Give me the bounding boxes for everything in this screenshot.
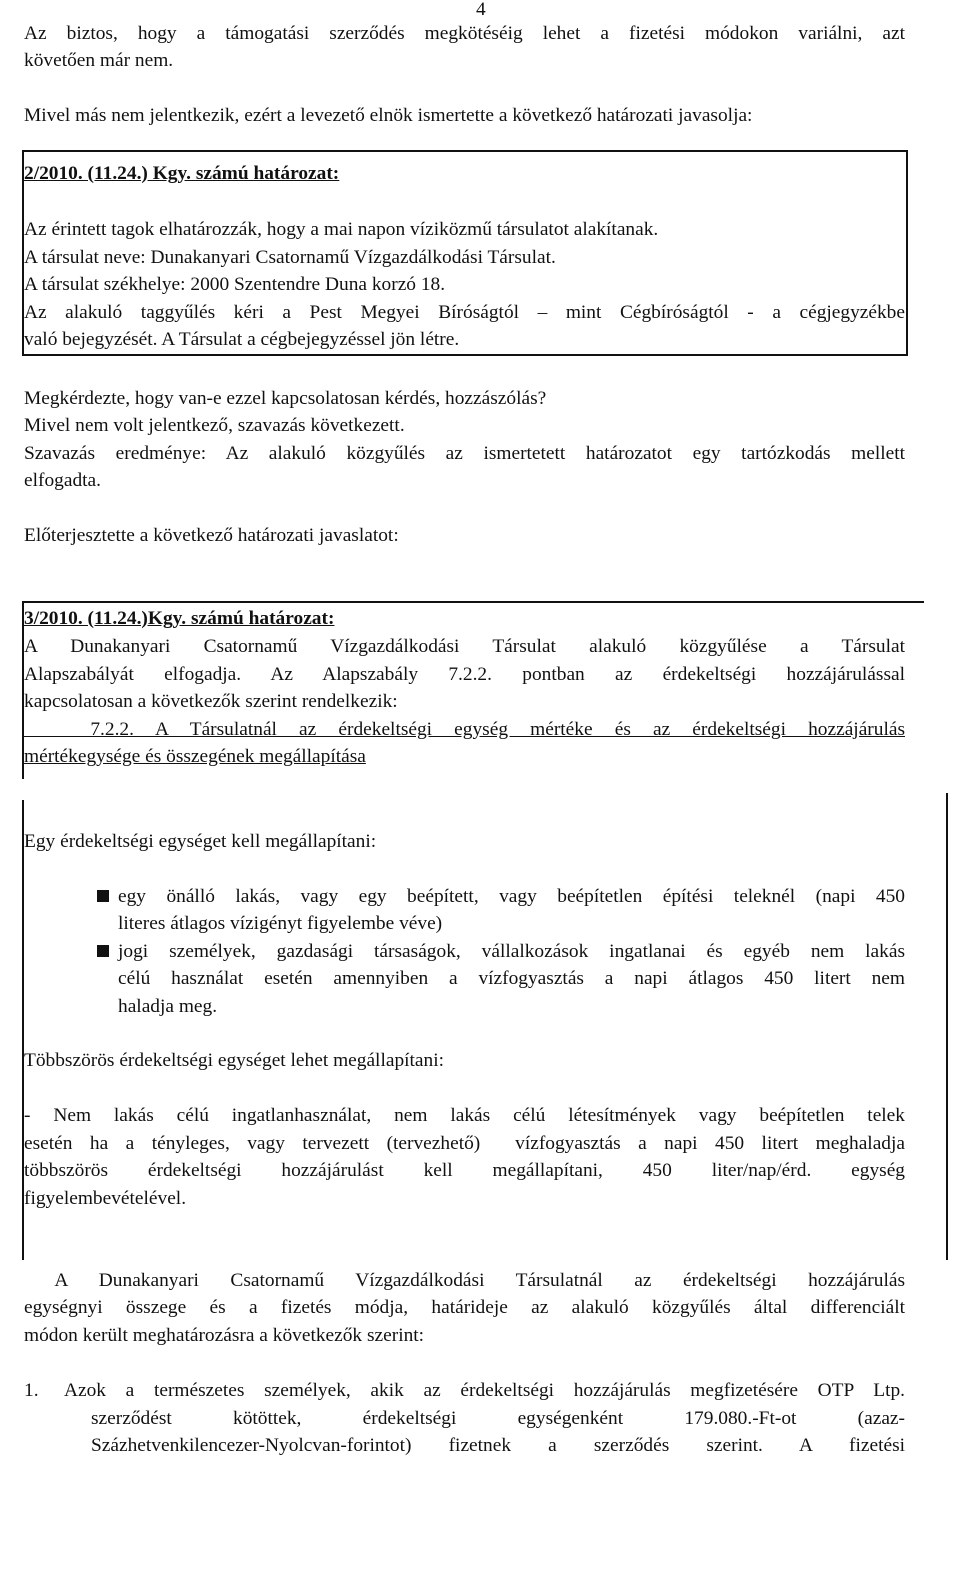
resolution-3-line: A Dunakanyari Csatornamű Vízgazdálkodási Társulat alakuló közgyűlése a Társulat <box>24 636 905 657</box>
quote-right-rule <box>946 793 948 1260</box>
unit-bullet-1-line: egy önálló lakás, vagy egy beépített, vagy beépítetlen építési teleknél (napi 450 <box>118 886 905 907</box>
bullet-square-icon <box>97 945 109 957</box>
proposal-intro: Előterjesztette a következő határozati javaslatot: <box>24 525 399 546</box>
multiple-line: többszörös érdekeltségi hozzájárulást kell megállapítani, 450 liter/nap/érd. egység <box>24 1160 905 1181</box>
amount-line: A Dunakanyari Csatornamű Vízgazdálkodási Társulatnál az érdekeltségi hozzájárulás <box>24 1270 905 1291</box>
unit-bullet-2-line: jogi személyek, gazdasági társaságok, vállalkozások ingatlanai és egyéb nem lakás <box>118 941 905 962</box>
multiple-heading: Többszörös érdekeltségi egységet lehet megállapítani: <box>24 1050 444 1071</box>
vote-question: Megkérdezte, hogy van-e ezzel kapcsolatosan kérdés, hozzászólás? <box>24 388 547 409</box>
unit-bullet-2-line: haladja meg. <box>118 996 218 1017</box>
intro-line-1: Az biztos, hogy a támogatási szerződés megkötéséig lehet a fizetési módokon variálni, azt <box>24 23 905 44</box>
vote-result-end: elfogadta. <box>24 470 101 491</box>
section-7-2-2-title-end: mértékegysége és összegének megállapítása <box>24 746 366 767</box>
resolution-2-line: való bejegyzését. A Társulat a cégbejegyzéssel jön létre. <box>24 329 460 350</box>
multiple-line: figyelembevételével. <box>24 1188 187 1209</box>
resolution-2-line: A társulat neve: Dunakanyari Csatornamű Vízgazdálkodási Társulat. <box>24 247 556 268</box>
item-1-line: Azok a természetes személyek, akik az érdekeltségi hozzájárulás megfizetésére OTP Ltp. <box>64 1380 905 1401</box>
vote-no-applicants: Mivel nem volt jelentkező, szavazás következett. <box>24 415 405 436</box>
section-7-2-2-title: 7.2.2. A Társulatnál az érdekeltségi egység mértéke és az érdekeltségi hozzájárulás <box>24 719 905 740</box>
page-number: 4 <box>476 0 486 20</box>
resolution-2-line: A társulat székhelye: 2000 Szentendre Duna korzó 18. <box>24 274 446 295</box>
resolution-3-top-rule <box>22 601 924 603</box>
multiple-line: esetén ha a tényleges, vagy tervezett (tervezhető) vízfogyasztás a napi 450 litert meghaladja <box>24 1133 905 1154</box>
resolution-2-number: 2/2010. (11.24.) Kgy. számú határozat: <box>24 163 340 184</box>
amount-line: egységnyi összege és a fizetés módja, határideje az alakuló közgyűlés által differenciált <box>24 1297 905 1318</box>
resolution-2-line: Az érintett tagok elhatározzák, hogy a mai napon víziközmű társulatot alakítanak. <box>24 219 659 240</box>
resolution-3-line: kapcsolatosan a következők szerint rendelkezik: <box>24 691 398 712</box>
intro-line-3: Mivel más nem jelentkezik, ezért a levezető elnök ismertette a következő határozati javasolja: <box>24 105 753 126</box>
unit-bullet-2-line: célú használat esetén amennyiben a vízfogyasztás a napi átlagos 450 litert nem <box>118 968 905 989</box>
bullet-square-icon <box>97 890 109 902</box>
unit-bullet-1-line: literes átlagos vízigényt figyelembe véve) <box>118 913 443 934</box>
intro-line-2: követően már nem. <box>24 50 174 71</box>
amount-line: módon került meghatározásra a következők szerint: <box>24 1325 425 1346</box>
multiple-line: - Nem lakás célú ingatlanhasználat, nem lakás célú létesítmények vagy beépítetlen telek <box>24 1105 905 1126</box>
unit-heading: Egy érdekeltségi egységet kell megállapítani: <box>24 831 377 852</box>
resolution-3-number: 3/2010. (11.24.)Kgy. számú határozat: <box>24 608 335 629</box>
item-1-line: szerződést kötöttek, érdekeltségi egységenként 179.080.-Ft-ot (azaz- <box>91 1408 905 1429</box>
item-1-marker: 1. <box>24 1380 39 1401</box>
vote-result: Szavazás eredménye: Az alakuló közgyűlés az ismertetett határozatot egy tartózkodás mellett <box>24 443 905 464</box>
resolution-3-line: Alapszabályát elfogadja. Az Alapszabály 7.2.2. pontban az érdekeltségi hozzájárulással <box>24 664 905 685</box>
item-1-line: Százhetvenkilencezer-Nyolcvan-forintot) fizetnek a szerződés szerint. A fizetési <box>91 1435 905 1456</box>
resolution-2-line: Az alakuló taggyűlés kéri a Pest Megyei Bíróságtól – mint Cégbíróságtól - a cégjegyzékbe <box>24 302 905 323</box>
